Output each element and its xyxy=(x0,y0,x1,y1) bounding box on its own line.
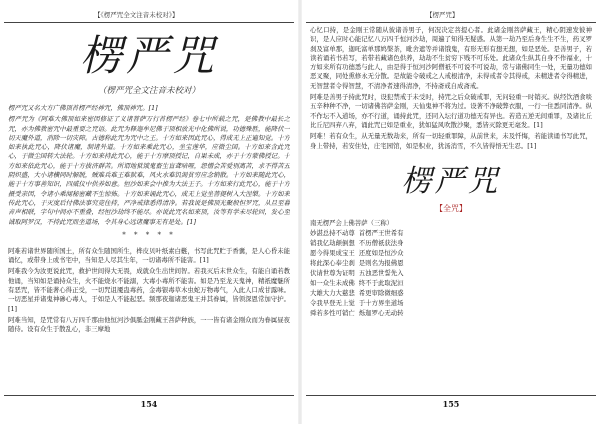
verse-line: 妙湛总持不动尊 首楞严王世希有 xyxy=(310,228,404,237)
mantra-section xyxy=(310,163,592,318)
section-divider: * * * * * xyxy=(122,230,176,239)
paragraph: 阿难若诸世界随所国土，所有众生随国所生，桦皮贝叶纸素白氎，书写此咒贮于香囊，是人心昏未能诵忆，或带身上或书宅中，当知是人尽其生年，一切诸毒所不能害。[1] xyxy=(8,246,290,265)
page-number: 154 xyxy=(140,399,158,409)
paragraph: 楞严咒又名大方广佛顶首楞严经神咒，佛顶神咒。[1] xyxy=(8,104,158,112)
mantra-title: 楞严咒 xyxy=(401,163,501,199)
verse-line: 令我早登无上觉 于十方界坐道场 xyxy=(310,298,404,307)
book-gutter xyxy=(298,0,302,424)
page-number: 155 xyxy=(442,399,460,409)
left-page-header xyxy=(4,8,294,23)
left-page xyxy=(4,6,294,416)
mantra-label: 【全咒】 xyxy=(435,203,467,213)
paragraph: 阿难当知，是咒常有八万四千那由他恒河沙俱胝金刚藏王菩萨种族，一一皆有诸金刚众而为眷属昼夜随侍。设有众生于散乱心，非三摩地 xyxy=(8,315,290,334)
paragraph: 阿难我今为汝更说此咒，救护世间得大无畏，成就众生出世间智。若我灭后末世众生，有能自诵若教他诵，当知如是诵持众生，火不能烧水不能溺，大毒小毒所不能害。如是乃至龙天鬼神，精祇魔魅所有恶咒，皆不能著心得正受，一切咒诅魇蛊毒药，金毒银毒草木虫蛇万物毒气，入此人口成甘露味。一切恶星并诸鬼神碜心毒人，于如是人不能起恶。频那夜迦诸恶鬼王并其眷属，皆领深恩常加守护。[1] xyxy=(8,267,290,313)
right-page-body xyxy=(310,26,592,392)
right-page-header xyxy=(306,8,596,23)
paragraph: 阿难！若有众生，从无量无数劫来，所有一切轻重罪障，从前世来，未及忏悔，若能读诵书写此咒，身上带持，若安住处，庄宅园馆，如是积业，犹汤消雪，不久皆得悟无生忍。[1] xyxy=(310,132,592,150)
right-page xyxy=(306,6,596,416)
page-subtitle: （楞严咒全文注音未校对） xyxy=(97,86,200,96)
verse-line: 舜若多性可销亡 烁迦罗心无动转 xyxy=(310,308,404,317)
paragraph: 阿难是善男子持此咒时，设犯禁戒于未受时，持咒之后众破戒罪，无问轻重一时销灭。纵经饮酒食啖五辛种种不净，一切诸佛菩萨金刚，天仙鬼神不将为过。设著不净破弊衣服，一行一住悉同清净。纵不作坛不入道场，亦不行道，诵持此咒，还同入坛行道功德无有异也。若造五逆无间重罪，及诸比丘比丘尼四弃八弃，诵此咒已如是重业，犹如猛风吹散沙聚，悉皆灭除更无毫发。[1] xyxy=(310,93,592,129)
verse-line: 将此深心奉尘刹 是则名为报佛恩 xyxy=(310,258,404,267)
verse-line: 如一众生未成佛 终不于此取泥洹 xyxy=(310,278,404,287)
page-title: 楞严咒 xyxy=(79,31,218,80)
verse-line: 愿今得果成宝王 还度如是恒沙众 xyxy=(310,248,404,257)
right-header-text: 【楞严咒】 xyxy=(426,11,459,19)
verse-line: 伏请世尊为证明 五浊恶世誓先入 xyxy=(310,268,404,277)
verse-line: 南无楞严会上佛菩萨（三称） xyxy=(310,218,394,227)
right-page-footer xyxy=(306,395,596,412)
paragraph: 心忆口持，是金刚王常随从彼诸善男子，何况决定菩提心者。此诸金刚菩萨藏王，精心阴速发彼神识，是人应时心能记忆八万四千恒河沙劫，周遍了知得无疑惑。从第一劫乃至后身生生不生，药叉罗刹及富单那，迦吒富单那鸠槃茶，毗舍遮等并诸饿鬼，有形无形有想无想，如是恶处。是善男子，若读若诵若书若写，若带若藏诸色供养，劫劫不生贫穷下贱不可乐处。此诸众生纵其自身不作福业，十方如来所有功德悉与此人，由是得于恒河沙阿僧祇不可说不可说劫，常与诸佛同生一处，无量功德如恶叉聚，同处熏修永无分散。是故能令破戒之人戒根清净，未得戒者令其得戒，未精进者令得精进，无智慧者令得智慧，不清净者速得清净，不持斋戒自成斋戒。 xyxy=(310,26,592,90)
left-page-footer xyxy=(4,395,294,412)
verse-line: 销我亿劫颠倒想 不历僧祇获法身 xyxy=(310,238,404,247)
left-header-text: 【《楞严咒全文注音未校对》】 xyxy=(94,11,179,19)
verse-line: 大雄大力大慈悲 希更审除微细惑 xyxy=(310,288,404,297)
paragraph: 楞严咒为《阿难大佛顶如来密因修证了义诸菩萨万行首楞严经》卷七中所载之咒，是佛教中最长之咒，亦为佛教密咒中最重要之咒语。此咒为释迦牟尼佛于顶相放光中化佛所说，功德殊胜，能降伏一切天魔外道，消除一切灾障。古德称此咒为咒中之王。十方如来因此咒心，得成无上正遍知觉。十方如来执此咒心，降伏诸魔，制诸外道。十方如来乘此咒心，坐宝莲华，应微尘国。十方如来含此咒心，于微尘国转大法轮。十方如来持此咒心，能于十方摩顶授记，自果未成，亦于十方蒙佛授记。十方如来依此咒心，能于十方拔济群苦。所谓地狱饿鬼畜生盲聋喑哑，怨憎会苦爱别离苦，求不得苦五阴炽盛，大小诸横同时解脱，贼难兵难王难狱难，风火水难饥渴贫穷应念销散。十方如来随此咒心，能于十方事善知识，四威仪中供养如意。恒沙如来会中推为大法王子。十方如来行此咒心，能于十方摄受亲因，令诸小乘闻秘密藏不生惊怖。十方如来诵此咒心，成无上觉坐菩提树入大涅槃。十方如来传此咒心，于灭度后付佛法事究竟住持，严净戒律悉得清净。若我说是佛顶光聚般怛罗咒，从旦至暮音声相联，字句中间亦不重叠，经恒沙劫终不能尽。亦说此咒名如来顶，汝等有学未尽轮回，发心至诚取阿罗汉，不持此咒而坐道场，令其身心远诸魔事无有是处。[1] xyxy=(8,115,290,226)
left-page-body xyxy=(8,26,290,392)
